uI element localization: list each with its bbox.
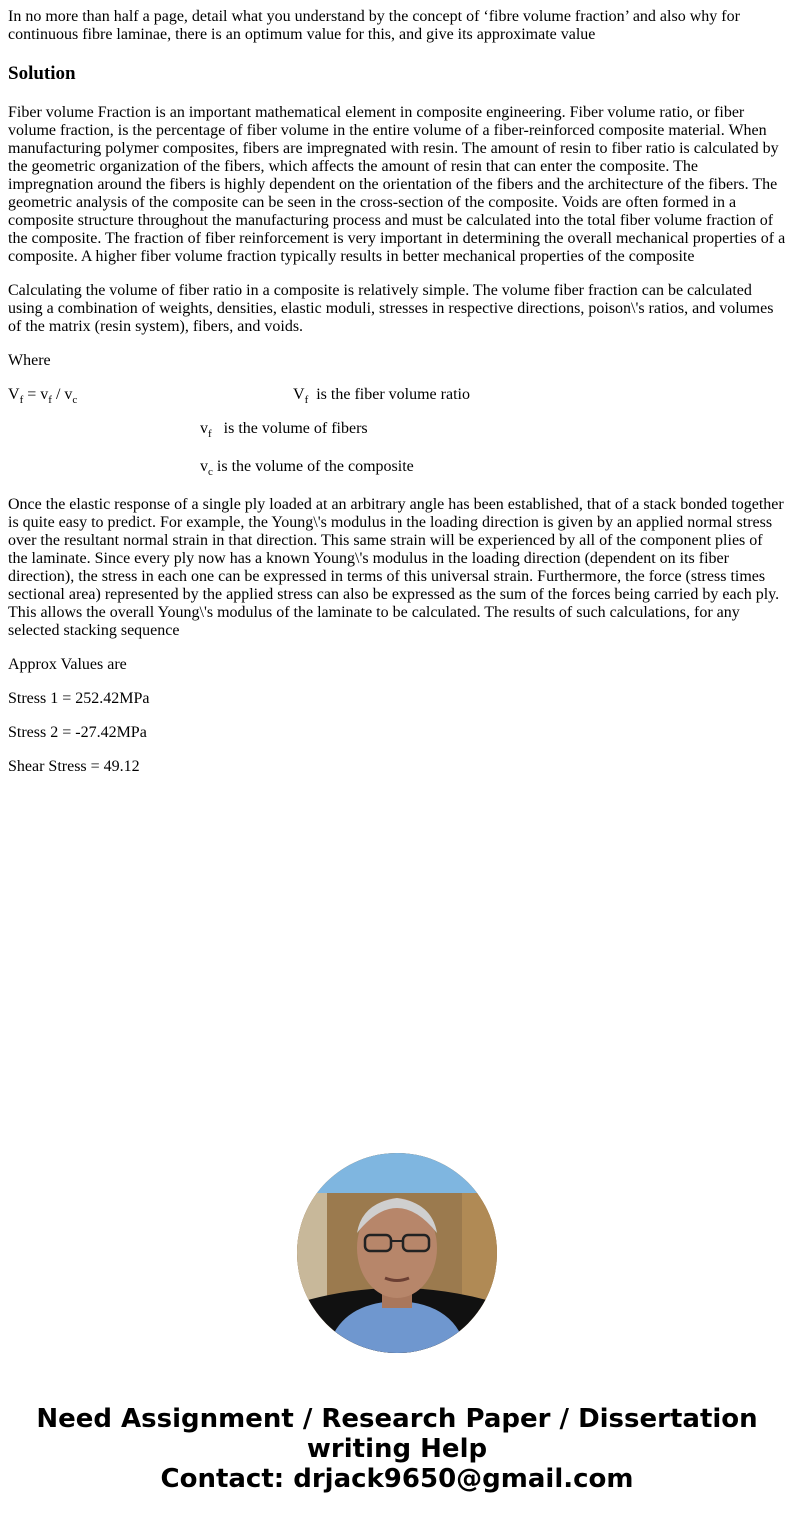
stress-1: Stress 1 = 252.42MPa xyxy=(8,690,150,707)
definition-vc: $v_c$ is the volume of the composite xyxy=(200,458,414,478)
formula: $V_f = v_f / v_c$ xyxy=(8,386,78,406)
solution-heading: Solution xyxy=(8,63,76,84)
paragraph-2: Calculating the volume of fiber ratio in a composite is relatively simple. The volume fiber fraction can be calculated using a combination of weights, densities, elastic moduli, stresses in respective directions, poison\'s ratios, and volumes of the matrix (resin system), fibers, and voids. xyxy=(8,282,774,335)
stress-2: Stress 2 = -27.42MPa xyxy=(8,724,147,741)
question-text: In no more than half a page, detail what you understand by the concept of ‘fibre volume fraction’ and also why for continuous fibre laminae, there is an optimum value for this, and give its approximate value xyxy=(8,8,740,43)
footer-line-1: Need Assignment / Research Paper / Dissertation xyxy=(36,1404,758,1434)
approx-label: Approx Values are xyxy=(8,656,127,673)
formula-row xyxy=(8,386,786,404)
paragraph-3: Once the elastic response of a single ply loaded at an arbitrary angle has been established, that of a stack bonded together is quite easy to predict. For example, the Young\'s modulus in the loading direction is given by an applied normal stress over the resultant normal strain in that direction. This same strain will be experienced by all of the component plies of the laminate. Since every ply now has a known Young\'s modulus in the loading direction (dependent on its fiber direction), the stress in each one can be expressed in terms of this universal strain. Furthermore, the force (stress times sectional area) represented by the applied stress can also be expressed as the sum of the forces being carried by each ply. This allows the overall Young\'s modulus of the laminate to be calculated. The results of such calculations, for any selected stacking sequence xyxy=(8,496,784,639)
shear-stress: Shear Stress = 49.12 xyxy=(8,758,140,775)
footer-contact: Contact: drjack9650@gmail.com xyxy=(160,1464,634,1494)
footer-line-2: writing Help xyxy=(306,1434,488,1464)
where-label: Where xyxy=(8,352,51,369)
paragraph-1: Fiber volume Fraction is an important mathematical element in composite engineering. Fiber volume ratio, or fiber volume fraction, is the percentage of fiber volume in the entire volume of a fiber-reinforced composite material. When manufacturing polymer composites, fibers are impregnated with resin. The amount of resin to fiber ratio is calculated by the geometric organization of the fibers, which affects the amount of resin that can enter the composite. The impregnation around the fibers is highly dependent on the orientation of the fibers and the architecture of the fibers. The geometric analysis of the composite can be seen in the cross-section of the composite. Voids are often formed in a composite structure throughout the manufacturing process and must be calculated into the total fiber volume fraction of the composite. The fraction of fiber reinforcement is very important in determining the overall mechanical properties of a composite. A higher fiber volume fraction typically results in better mechanical properties of the composite xyxy=(8,104,786,265)
author-photo xyxy=(297,1153,497,1353)
definition-vf-ratio: $V_f$ is the fiber volume ratio xyxy=(293,386,470,406)
definition-vf-fibers: $v_f$ is the volume of fibers xyxy=(200,420,368,440)
contact-footer xyxy=(0,1404,794,1494)
